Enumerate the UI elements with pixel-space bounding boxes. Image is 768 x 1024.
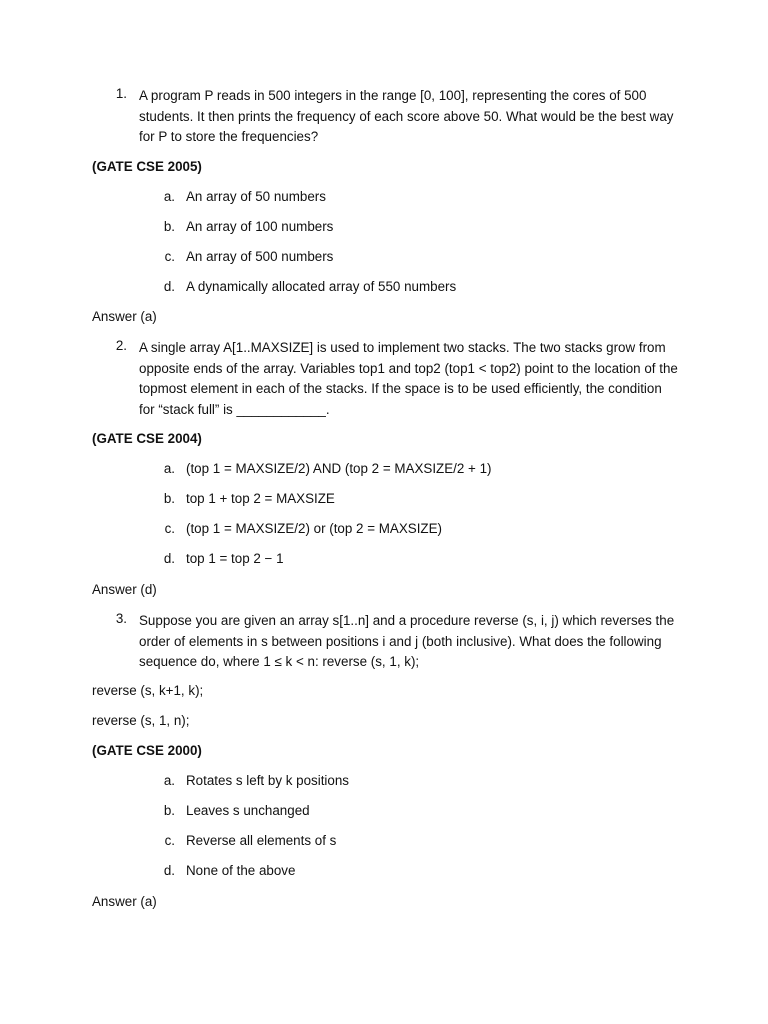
option-a (92, 461, 492, 476)
option-b (92, 491, 335, 506)
option-letter: c. (164, 521, 175, 536)
option-d (92, 551, 284, 566)
question-number: 1. (115, 86, 127, 101)
answer: Answer (d) (92, 582, 157, 597)
option-d (92, 863, 295, 878)
option-text: Reverse all elements of s (186, 833, 337, 848)
option-a (92, 773, 349, 788)
option-letter: c. (164, 249, 175, 264)
option-text: An array of 50 numbers (186, 189, 326, 204)
question-source: (GATE CSE 2000) (92, 743, 202, 758)
option-text: Rotates s left by k positions (186, 773, 349, 788)
option-text: (top 1 = MAXSIZE/2) or (top 2 = MAXSIZE) (186, 521, 442, 536)
answer: Answer (a) (92, 894, 157, 909)
option-a (92, 189, 326, 204)
question-text: Suppose you are given an array s[1..n] and a procedure reverse (s, i, j) which reverses the order of elements in s between positions i and j (both inclusive). What does the following sequence do, where 1 ≤ k < n: reverse (s, 1, k); (139, 613, 675, 669)
question-3 (92, 611, 692, 673)
question-text: A program P reads in 500 integers in the range [0, 100], representing the cores of 500 students. It then prints the frequency of each score above 50. What would be the best way for P to store the frequencies? (139, 88, 674, 144)
question-text: A single array A[1..MAXSIZE] is used to implement two stacks. The two stacks grow from opposite ends of the array. Variables top1 and top2 (top1 < top2) point to the location of the topmost element in each of the stacks. If the space is to be used efficiently, the condition for “stack full” is ____________. (139, 340, 678, 417)
question-number: 3. (115, 611, 127, 626)
code-line: reverse (s, k+1, k); (92, 683, 204, 698)
option-letter: b. (163, 803, 175, 818)
answer: Answer (a) (92, 309, 157, 324)
option-text: An array of 500 numbers (186, 249, 334, 264)
option-text: An array of 100 numbers (186, 219, 334, 234)
option-b (92, 803, 310, 818)
option-text: (top 1 = MAXSIZE/2) AND (top 2 = MAXSIZE/2 + 1) (186, 461, 492, 476)
question-1 (92, 86, 692, 148)
option-c (92, 521, 442, 536)
question-number: 2. (115, 338, 127, 353)
option-letter: a. (163, 773, 175, 788)
option-d (92, 279, 456, 294)
question-source: (GATE CSE 2004) (92, 431, 202, 446)
option-text: Leaves s unchanged (186, 803, 310, 818)
option-text: top 1 + top 2 = MAXSIZE (186, 491, 335, 506)
option-letter: a. (163, 461, 175, 476)
option-text: None of the above (186, 863, 296, 878)
option-letter: d. (163, 279, 175, 294)
option-letter: d. (163, 551, 175, 566)
question-2 (92, 338, 692, 420)
option-text: top 1 = top 2 − 1 (186, 551, 284, 566)
option-c (92, 833, 336, 848)
option-letter: d. (163, 863, 175, 878)
option-c (92, 249, 333, 264)
option-text: A dynamically allocated array of 550 numbers (186, 279, 457, 294)
option-letter: a. (163, 189, 175, 204)
question-source: (GATE CSE 2005) (92, 159, 202, 174)
option-letter: b. (163, 219, 175, 234)
option-letter: c. (164, 833, 175, 848)
code-line: reverse (s, 1, n); (92, 713, 190, 728)
option-letter: b. (163, 491, 175, 506)
option-b (92, 219, 333, 234)
